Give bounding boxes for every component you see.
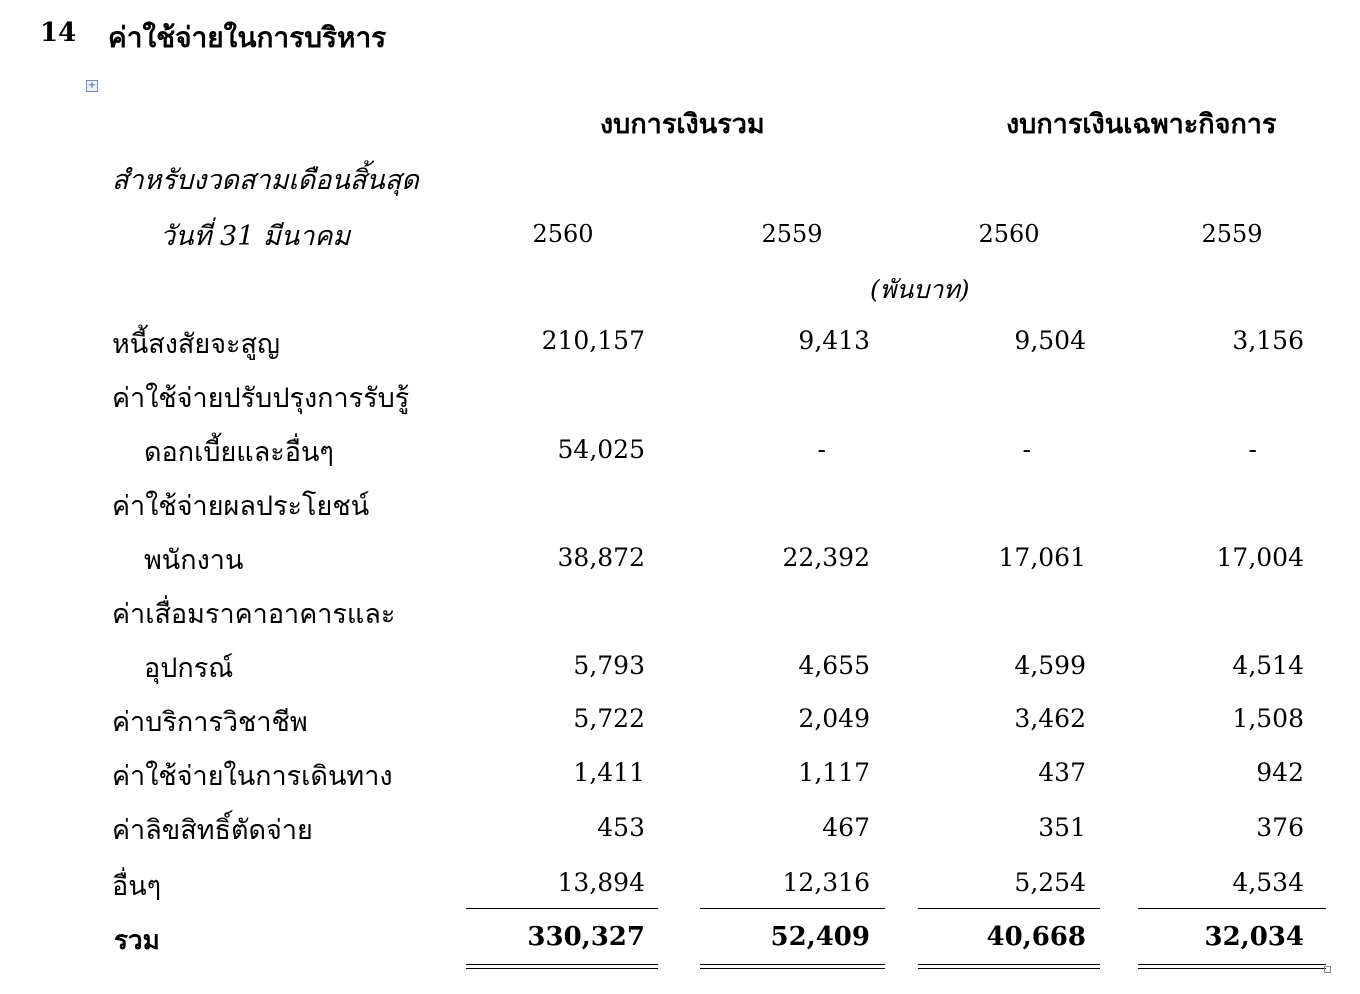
cell-value: - (817, 435, 826, 464)
cell-value: 3,462 (1014, 704, 1086, 733)
total-double-rule (918, 964, 1100, 969)
cell-value: 2,049 (798, 704, 870, 733)
unit-label: (พันบาท) (870, 275, 970, 304)
row-label: อื่นๆ (112, 871, 162, 902)
cell-value: - (1022, 435, 1031, 464)
group-header-separate: งบการเงินเฉพาะกิจการ (1006, 109, 1277, 140)
row-label: ค่าใช้จ่ายในการเดินทาง (112, 761, 393, 792)
year-header: 2560 (978, 220, 1040, 248)
table-resize-handle-icon[interactable] (1324, 966, 1331, 973)
row-label: หนี้สงสัยจะสูญ (112, 329, 281, 360)
cell-value: 5,254 (1014, 868, 1086, 897)
row-label: ค่าใช้จ่ายผลประโยชน์ (112, 491, 370, 522)
cell-value: 3,156 (1232, 326, 1304, 355)
total-double-rule (700, 964, 885, 969)
cell-value: 4,599 (1014, 651, 1086, 680)
cell-value: 13,894 (557, 868, 645, 897)
cell-value: 5,793 (573, 651, 645, 680)
total-value: 52,409 (770, 922, 870, 952)
cell-value: 4,534 (1232, 868, 1304, 897)
subtotal-rule (918, 908, 1100, 909)
cell-value: 1,117 (798, 758, 870, 787)
cell-value: 17,061 (998, 543, 1086, 572)
cell-value: 467 (822, 813, 870, 842)
cell-value: 38,872 (557, 543, 645, 572)
cell-value: 453 (597, 813, 645, 842)
subtotal-rule (466, 908, 658, 909)
cell-value: 12,316 (782, 868, 870, 897)
group-header-consolidated: งบการเงินรวม (600, 109, 765, 140)
cell-value: 437 (1038, 758, 1086, 787)
subtotal-rule (700, 908, 885, 909)
year-header: 2559 (1201, 220, 1263, 248)
cell-value: 376 (1256, 813, 1304, 842)
cell-value: 5,722 (573, 704, 645, 733)
total-value: 32,034 (1204, 922, 1304, 952)
cell-value: 17,004 (1216, 543, 1304, 572)
cell-value: - (1248, 435, 1257, 464)
year-header: 2559 (761, 220, 823, 248)
note-title: ค่าใช้จ่ายในการบริหาร (108, 21, 387, 54)
total-value: 40,668 (986, 922, 1086, 952)
period-label-line2: วันที่ 31 มีนาคม (160, 221, 351, 252)
row-label: ค่าเสื่อมราคาอาคารและ (112, 599, 396, 630)
row-label: ค่าใช้จ่ายปรับปรุงการรับรู้ (112, 383, 410, 414)
cell-value: 351 (1038, 813, 1086, 842)
cell-value: 9,413 (798, 326, 870, 355)
row-label-continued: พนักงาน (144, 545, 244, 576)
period-label-line1: สำหรับงวดสามเดือนสิ้นสุด (112, 165, 419, 196)
total-label: รวม (114, 926, 160, 956)
cell-value: 942 (1256, 758, 1304, 787)
total-double-rule (1138, 964, 1326, 969)
cell-value: 4,655 (798, 651, 870, 680)
year-header: 2560 (532, 220, 594, 248)
row-label-continued: ดอกเบี้ยและอื่นๆ (144, 437, 334, 468)
table-move-handle-icon[interactable]: + (87, 80, 97, 91)
total-value: 330,327 (527, 922, 645, 952)
row-label-continued: อุปกรณ์ (144, 653, 234, 684)
total-double-rule (466, 964, 658, 969)
cell-value: 9,504 (1014, 326, 1086, 355)
note-number: 14 (40, 18, 77, 48)
cell-value: 22,392 (782, 543, 870, 572)
cell-value: 54,025 (557, 435, 645, 464)
cell-value: 4,514 (1232, 651, 1304, 680)
cell-value: 1,411 (573, 758, 645, 787)
cell-value: 1,508 (1232, 704, 1304, 733)
subtotal-rule (1138, 908, 1326, 909)
cell-value: 210,157 (541, 326, 645, 355)
row-label: ค่าลิขสิทธิ์ตัดจ่าย (112, 815, 313, 846)
row-label: ค่าบริการวิชาชีพ (112, 707, 308, 738)
